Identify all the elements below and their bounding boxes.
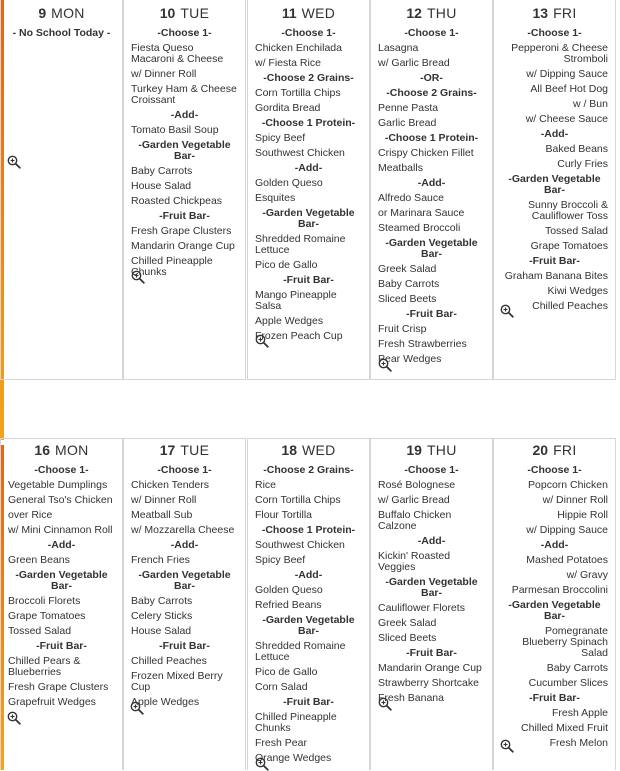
zoom-in-icon[interactable] [7,711,21,725]
menu-item: w/ Dipping Sauce [526,68,608,80]
menu-item: Southwest Chicken [255,539,345,551]
menu-item: Sunny Broccoli & Cauliflower Toss [528,199,608,222]
menu-item: Parmesan Broccolini [511,584,608,596]
menu-item: Garlic Bread [378,117,437,129]
menu-section-heading: -Choose 1- [157,27,212,39]
day-cell [493,438,616,770]
menu-section-heading: -Choose 1 Protein- [261,117,356,129]
menu-section-heading: -Choose 1- [527,464,582,476]
menu-section-heading: -Fruit Bar- [529,255,580,267]
menu-list [124,461,245,708]
menu-section-heading: -Garden Vegetable Bar- [385,237,478,260]
menu-item: Fresh Grape Clusters [8,681,109,693]
menu-list [371,24,492,365]
menu-item: Southwest Chicken [255,147,345,159]
menu-item: Green Beans [8,554,70,566]
day-name: TUE [180,442,210,458]
day-name: WED [302,442,336,458]
day-cell [123,0,246,380]
menu-item: Pomegranate Blueberry Spinach Salad [522,625,608,659]
menu-item: Refried Beans [255,599,322,611]
menu-item: Rice [255,479,277,491]
day-name: MON [55,442,89,458]
menu-item: Fresh Pear [255,737,307,749]
menu-item: w/ Mini Cinnamon Roll [8,524,113,536]
menu-section-heading: -Add- [170,539,199,551]
menu-item: Fresh Banana [378,692,444,704]
menu-item: Golden Queso [255,177,323,189]
menu-item: Shredded Romaine Lettuce [255,233,346,256]
day-name: TUE [180,5,210,21]
day-header [124,439,245,461]
menu-item: Meatball Sub [131,509,193,521]
menu-item: Curly Fries [557,158,608,170]
menu-section-heading: -Garden Vegetable Bar- [508,173,601,196]
menu-item: w / Bun [572,98,608,110]
day-number: 18 [281,442,297,458]
menu-section-heading: -Fruit Bar- [159,210,210,222]
day-cell [370,438,493,770]
menu-item: Fruit Crisp [378,323,427,335]
day-number: 9 [38,5,47,21]
menu-section-heading: -Add- [294,162,323,174]
menu-item: Fresh Strawberries [378,338,467,350]
menu-item: w/ Garlic Bread [378,494,450,506]
menu-item: Flour Tortilla [255,509,312,521]
day-cell [370,0,493,380]
menu-item: w/ Fiesta Rice [255,57,321,69]
day-header [248,439,369,461]
menu-item: All Beef Hot Dog [530,83,608,95]
day-header [124,0,245,24]
day-number: 11 [281,5,297,21]
menu-item: Chilled Mixed Fruit [521,722,608,734]
menu-item: Vegetable Dumplings [8,479,108,491]
zoom-in-icon[interactable] [500,739,514,753]
menu-section-heading: -Choose 1- [34,464,89,476]
menu-item: Spicy Beef [255,554,306,566]
menu-item: Tossed Salad [8,625,72,637]
menu-item: Sliced Beets [378,632,437,644]
day-name: FRI [553,5,577,21]
menu-item: Crispy Chicken Fillet [378,147,474,159]
menu-item: Fresh Apple [551,707,608,719]
zoom-in-icon[interactable] [500,304,514,318]
menu-item: Penne Pasta [378,102,439,114]
zoom-in-icon[interactable] [131,270,145,284]
day-number: 19 [406,442,422,458]
menu-item: Apple Wedges [255,315,324,327]
menu-item: Cucumber Slices [528,677,608,689]
menu-item: w/ Dinner Roll [542,494,608,506]
menu-item: Baby Carrots [131,165,193,177]
menu-item: Tossed Salad [544,225,608,237]
menu-list [494,24,615,312]
menu-item: Esquites [255,192,296,204]
menu-item: Celery Sticks [131,610,193,622]
day-cell [0,0,123,380]
menu-item: w/ Gravy [566,569,608,581]
menu-item: Frozen Mixed Berry Cup [131,670,223,693]
day-cell [493,0,616,380]
menu-section-heading: -Choose 1- [404,464,459,476]
menu-item: over Rice [8,509,53,521]
menu-item: Pear Wedges [378,353,442,365]
menu-list [371,461,492,704]
menu-section-heading: -Add- [417,535,446,547]
menu-item: Mango Pineapple Salsa [255,289,337,312]
day-name: FRI [553,442,577,458]
menu-item: Corn Salad [255,681,308,693]
menu-item: Chilled Peaches [532,300,608,312]
menu-item: Greek Salad [378,263,437,275]
menu-list [248,24,369,342]
menu-item: Roasted Chickpeas [131,195,223,207]
menu-item: Golden Queso [255,584,323,596]
menu-item: Baby Carrots [546,662,608,674]
menu-item: Cauliflower Florets [378,602,465,614]
menu-list [1,461,122,708]
day-header [494,0,615,24]
menu-item: Spicy Beef [255,132,306,144]
menu-section-heading: -Fruit Bar- [36,640,87,652]
menu-item: Shredded Romaine Lettuce [255,640,346,663]
menu-item: Tomato Basil Soup [131,124,219,136]
menu-item: Chilled Pineapple Chunks [131,255,213,278]
menu-item: Corn Tortilla Chips [255,494,341,506]
day-header [1,0,122,24]
menu-item: w/ Dinner Roll [131,68,197,80]
day-number: 16 [34,442,50,458]
week-row [0,438,620,770]
menu-section-heading: -Fruit Bar- [159,640,210,652]
day-name: THU [426,442,457,458]
menu-item: Apple Wedges [131,696,200,708]
menu-item: Broccoli Florets [8,595,81,607]
menu-section-heading: -Garden Vegetable Bar- [262,207,355,230]
menu-item: Mandarin Orange Cup [378,662,482,674]
menu-item: Kickin' Roasted Veggies [378,550,451,573]
menu-section-heading: -Add- [540,128,569,140]
menu-item: Pico de Gallo [255,259,318,271]
menu-section-heading: -Choose 1- [157,464,212,476]
menu-item: Chicken Tenders [131,479,210,491]
menu-item: Steamed Broccoli [378,222,461,234]
menu-item: Pico de Gallo [255,666,318,678]
menu-section-heading: -Garden Vegetable Bar- [15,569,108,592]
day-number: 17 [159,442,176,458]
day-cell [0,438,123,770]
menu-section-heading: -Fruit Bar- [283,274,334,286]
menu-item: Fiesta Queso Macaroni & Cheese [131,42,224,65]
day-header [371,439,492,461]
menu-item: Lasagna [378,42,419,54]
menu-item: Graham Banana Bites [504,270,608,282]
menu-item: Mashed Potatoes [526,554,608,566]
menu-item: General Tso's Chicken [8,494,113,506]
day-name: THU [426,5,457,21]
day-cell [247,0,370,380]
menu-item: w/ Cheese Sauce [525,113,608,125]
menu-item: Mandarin Orange Cup [131,240,235,252]
day-number: 10 [159,5,176,21]
day-header [371,0,492,24]
menu-item: Chilled Pineapple Chunks [255,711,337,734]
menu-item: Baby Carrots [378,278,440,290]
menu-section-heading: -Add- [170,109,199,121]
menu-section-heading: -Add- [417,177,446,189]
menu-item: Alfredo Sauce [378,192,444,204]
day-name: MON [51,5,85,21]
day-number: 20 [532,442,549,458]
menu-section-heading: -Garden Vegetable Bar- [508,599,601,622]
menu-section-heading: -Fruit Bar- [406,308,457,320]
day-cell [247,438,370,770]
day-header [248,0,369,24]
menu-section-heading: -Garden Vegetable Bar- [138,139,231,162]
day-number: 13 [532,5,549,21]
zoom-in-icon[interactable] [7,155,21,169]
menu-item: or Marinara Sauce [378,207,465,219]
menu-section-heading: -Add- [47,539,76,551]
menu-section-heading: -Add- [294,569,323,581]
day-name: WED [301,5,336,21]
menu-item: Greek Salad [378,617,437,629]
menu-section-heading: -Add- [540,539,569,551]
menu-section-heading: -Choose 2 Grains- [263,72,354,84]
menu-item: w/ Dipping Sauce [526,524,608,536]
menu-item: Grape Tomatoes [8,610,86,622]
menu-item: Hippie Roll [557,509,608,521]
menu-item: w/ Mozzarella Cheese [131,524,235,536]
menu-list [248,461,369,764]
menu-item: Popcorn Chicken [528,479,608,491]
menu-section-heading: -Fruit Bar- [406,647,457,659]
menu-item: Baked Beans [545,143,608,155]
zoom-in-icon[interactable] [130,701,144,715]
day-header [1,439,122,461]
menu-item: Meatballs [378,162,423,174]
menu-item: Buffalo Chicken Calzone [378,509,452,532]
menu-item: House Salad [131,625,192,637]
menu-section-heading: -Garden Vegetable Bar- [385,576,478,599]
menu-list [494,461,615,749]
menu-item: w/ Garlic Bread [378,57,450,69]
zoom-in-icon[interactable] [378,697,392,711]
menu-section-heading: -OR- [420,72,443,84]
menu-item: Rosé Bolognese [378,479,456,491]
menu-item: Sliced Beets [378,293,437,305]
menu-item: Baby Carrots [131,595,193,607]
menu-section-heading: -Choose 2 Grains- [263,464,354,476]
day-cell [123,438,246,770]
menu-section-heading: -Choose 1- [281,27,336,39]
menu-section-heading: -Garden Vegetable Bar- [262,614,355,637]
menu-item: Corn Tortilla Chips [255,87,341,99]
menu-section-heading: -Fruit Bar- [283,696,334,708]
menu-section-heading: -Choose 2 Grains- [386,87,477,99]
menu-item: Turkey Ham & Cheese Croissant [131,83,237,106]
menu-section-heading: -Choose 1 Protein- [261,524,356,536]
menu-item: Fresh Grape Clusters [131,225,232,237]
day-number: 12 [406,5,422,21]
menu-item: Chicken Enchilada [255,42,342,54]
menu-item: Orange Wedges [255,752,332,764]
menu-list [1,24,122,39]
menu-item: House Salad [131,180,192,192]
menu-section-heading: -Choose 1 Protein- [384,132,479,144]
menu-item: Grapefruit Wedges [8,696,96,708]
menu-section-heading: -Garden Vegetable Bar- [138,569,231,592]
menu-item: Frozen Peach Cup [255,330,343,342]
menu-item: Grape Tomatoes [530,240,608,252]
menu-item: Chilled Pears & Blueberries [8,655,81,678]
menu-item: w/ Dinner Roll [131,494,197,506]
week-row [0,0,620,380]
menu-item: Pepperoni & Cheese Stromboli [511,42,608,65]
menu-item: Gordita Bread [255,102,321,114]
menu-section-heading: -Fruit Bar- [529,692,580,704]
menu-item: Strawberry Shortcake [378,677,479,689]
zoom-in-icon[interactable] [378,358,392,372]
zoom-in-icon[interactable] [255,757,269,771]
menu-item: Fresh Melon [549,737,608,749]
menu-section-heading: - No School Today - [12,27,111,39]
menu-section-heading: -Choose 1- [527,27,582,39]
menu-item: Kiwi Wedges [547,285,608,297]
day-header [494,439,615,461]
menu-item: Chilled Peaches [131,655,207,667]
menu-list [124,24,245,278]
menu-item: French Fries [131,554,190,566]
zoom-in-icon[interactable] [255,334,269,348]
menu-section-heading: -Choose 1- [404,27,459,39]
